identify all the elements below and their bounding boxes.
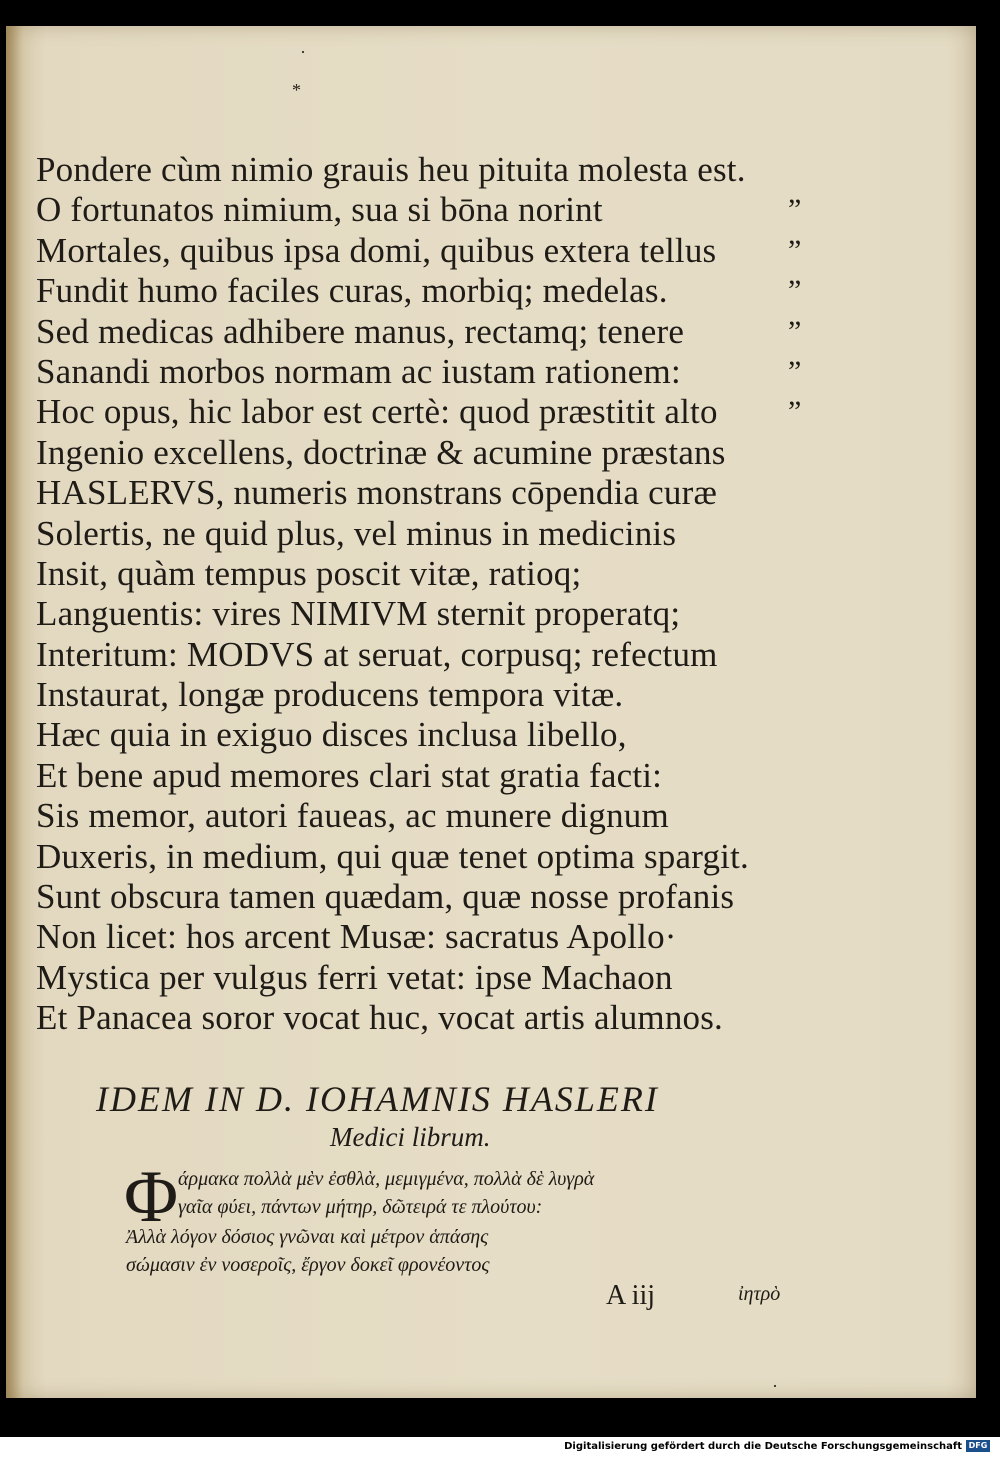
verse-line-text: Pondere cùm nimio grauis heu pituita molesta est. bbox=[36, 150, 746, 189]
footer-bar bbox=[0, 1437, 1000, 1457]
quote-mark: ” bbox=[788, 395, 802, 429]
verse-line bbox=[36, 594, 836, 634]
verse-line bbox=[36, 150, 836, 190]
verse-line-text: Sis memor, autori faueas, ac munere dignum bbox=[36, 796, 669, 836]
quote-mark: ” bbox=[788, 193, 802, 227]
verse-line bbox=[36, 271, 836, 311]
verse-line-text: Mortales, quibus ipsa domi, quibus extera tellus bbox=[36, 230, 717, 270]
greek-line: γαῖα φύει, πάντων μήτηρ, δῶτειρά τε πλούτου: bbox=[178, 1196, 543, 1218]
verse-line bbox=[36, 877, 836, 917]
catchword: ἰητρὸ bbox=[738, 1283, 781, 1305]
verse-block bbox=[36, 150, 836, 1039]
verse-line bbox=[36, 433, 836, 473]
quote-mark: ” bbox=[788, 314, 802, 348]
verse-line-text: Mystica per vulgus ferri vetat: ipse Machaon bbox=[36, 957, 673, 997]
verse-line-text: Sunt obscura tamen quædam, quæ nosse profanis bbox=[36, 877, 735, 917]
quote-mark: ” bbox=[788, 274, 802, 308]
dfg-logo: DFG bbox=[966, 1440, 990, 1452]
verse-line bbox=[36, 998, 836, 1038]
verse-line bbox=[36, 231, 836, 271]
verse-line-text: Non licet: hos arcent Musæ: sacratus Apollo· bbox=[36, 917, 677, 957]
verse-line bbox=[36, 635, 836, 675]
section-heading: IDEM IN D. IOHAMNIS HASLERI bbox=[96, 1079, 659, 1119]
verse-line bbox=[36, 514, 836, 554]
verse-line-text: Hæc quia in exiguo disces inclusa libello, bbox=[36, 715, 627, 755]
verse-line bbox=[36, 837, 836, 877]
page-spine-shadow bbox=[6, 26, 36, 1398]
verse-line-text: Languentis: vires NIMIVM sternit properatq; bbox=[36, 594, 681, 634]
verse-line-text: Sed medicas adhibere manus, rectamq; tenere bbox=[36, 311, 685, 351]
verse-line bbox=[36, 675, 836, 715]
greek-line: Ἀλλὰ λόγον δόσιος γνῶναι καὶ μέτρον ἁπάσης bbox=[126, 1226, 489, 1248]
verse-line bbox=[36, 352, 836, 392]
ink-speck: * bbox=[292, 80, 301, 100]
verse-line-text: Fundit humo faciles curas, morbiq; medelas. bbox=[36, 271, 668, 311]
verse-line bbox=[36, 756, 836, 796]
quote-mark: ” bbox=[788, 354, 802, 388]
verse-line bbox=[36, 917, 836, 957]
verse-line-text: Solertis, ne quid plus, vel minus in medicinis bbox=[36, 513, 677, 553]
verse-line-text: Et bene apud memores clari stat gratia facti: bbox=[36, 755, 663, 795]
ink-speck: · bbox=[300, 42, 306, 62]
verse-line-text: Sanandi morbos normam ac iustam rationem: bbox=[36, 351, 681, 391]
verse-line bbox=[36, 715, 836, 755]
verse-line bbox=[36, 796, 836, 836]
verse-line-text: Insit, quàm tempus poscit vitæ, ratioq; bbox=[36, 553, 582, 593]
drop-initial: Φ bbox=[124, 1156, 179, 1238]
verse-line bbox=[36, 190, 836, 230]
verse-line-text: Duxeris, in medium, qui quæ tenet optima spargit. bbox=[36, 836, 749, 876]
verse-line bbox=[36, 473, 836, 513]
verse-line bbox=[36, 958, 836, 998]
ink-speck: · bbox=[772, 1376, 778, 1396]
verse-line-text: Instaurat, longæ producens tempora vitæ. bbox=[36, 675, 624, 715]
greek-line: άρμακα πολλὰ μὲν ἐσθλὰ, μεμιγμένα, πολλὰ δὲ λυγρὰ bbox=[178, 1168, 595, 1190]
signature-mark: A iij bbox=[606, 1280, 656, 1311]
quote-mark: ” bbox=[788, 233, 802, 267]
verse-line-text: Hoc opus, hic labor est certè: quod præstitit alto bbox=[36, 392, 718, 432]
verse-line-text: Ingenio excellens, doctrinæ & acumine præstans bbox=[36, 432, 726, 472]
verse-line-text: Et Panacea soror vocat huc, vocat artis alumnos. bbox=[36, 998, 724, 1038]
verse-line bbox=[36, 554, 836, 594]
verse-line-text: Interitum: MODVS at seruat, corpusq; refectum bbox=[36, 634, 718, 674]
verse-line bbox=[36, 392, 836, 432]
verse-line bbox=[36, 312, 836, 352]
verse-line-text: HASLERVS, numeris monstrans cōpendia curæ bbox=[36, 473, 718, 513]
verse-line-text: O fortunatos nimium, sua si bōna norint bbox=[36, 190, 603, 230]
greek-line: σώμασιν ἐν νοσεροῖς, ἔργον δοκεῖ φρονέοντος bbox=[126, 1254, 490, 1276]
section-subheading: Medici librum. bbox=[330, 1122, 491, 1152]
footer-credit: Digitalisierung gefördert durch die Deutsche Forschungsgemeinschaft bbox=[564, 1441, 962, 1452]
